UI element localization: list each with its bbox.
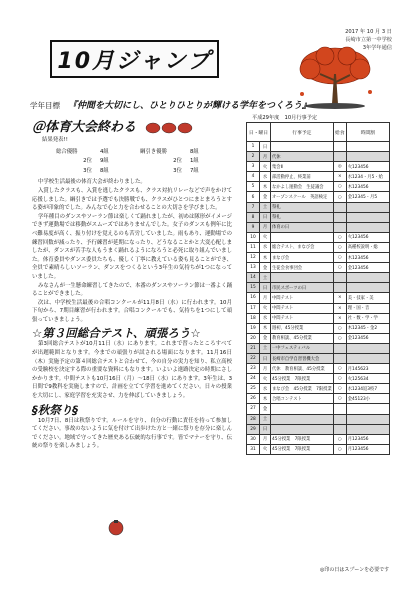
row-event: まなび会 45分授業 7限授業 [271, 384, 334, 394]
row-event: 45分授業 7限授業 [271, 444, 334, 454]
result-cell: 2位 [173, 158, 182, 165]
sports-paragraph: 学年種目のダンスやソーラン節は楽しくて踊れましたが、初めは隊形がイメージできず運動場では移動がスムーズではありませんでした。女子のダンスも例年に比べ難易度が高く、振り付けを覚えるのも苦労していました。雨もあり、運動場での練習回数が減ったり、予行練習が延期になったり、どうなることかと大変心配しましたが、ダンスが苦手な人もうまく踊れるようになろうと必死に取り組んでいました。体育委員やダンス委員たちも、優しく丁寧に教えている姿も見ることができ、全員で素晴らしいソーラン、ダンスをつくるという3年生の気持ちが1つになっていました。 [32, 213, 232, 280]
row-date: 11 [247, 242, 260, 252]
row-timetable: 金123456 [346, 263, 389, 273]
row-date: 28 [247, 414, 260, 424]
row-date: 7 [247, 202, 260, 212]
schedule-row [247, 242, 390, 252]
row-date: 29 [247, 424, 260, 434]
schedule-row [247, 333, 390, 343]
row-timetable [346, 152, 389, 162]
row-date: 27 [247, 404, 260, 414]
row-event: オープンスクール 英語検定 [271, 192, 334, 202]
schedule-row [247, 323, 390, 333]
row-lunch [333, 202, 346, 212]
row-event [271, 404, 334, 414]
sports-paragraph: 中学校生活最後の体育大会が終わりました。 [38, 179, 146, 186]
row-lunch [333, 283, 346, 293]
row-timetable: 木12345・金2 [346, 323, 389, 333]
row-lunch: × [333, 303, 346, 313]
row-event: 45分授業 7限授業 [271, 374, 334, 384]
row-event: 中間テスト [271, 313, 334, 323]
header-timetable: 時間割 [346, 123, 389, 142]
schedule-row [247, 384, 390, 394]
row-lunch [333, 343, 346, 353]
row-timetable [346, 343, 389, 353]
schedule-row [247, 152, 390, 162]
row-timetable: 高種校説明・総 [346, 242, 389, 252]
row-weekday: 火 [260, 162, 271, 172]
row-timetable: 月123456 [346, 444, 389, 454]
row-lunch: × [333, 172, 346, 182]
schedule-row [247, 404, 390, 414]
row-event: 体育の日 [271, 222, 334, 232]
row-timetable [346, 142, 389, 152]
row-event [271, 142, 334, 152]
row-timetable [346, 414, 389, 424]
row-timetable: 美・技家・美 [346, 293, 389, 303]
row-date: 30 [247, 434, 260, 444]
row-date: 5 [247, 182, 260, 192]
row-date: 22 [247, 353, 260, 363]
issue-date: 2017 年 10 月 3 日 [345, 29, 392, 35]
row-date: 31 [247, 444, 260, 454]
row-event: 市民スポーツの日 [271, 283, 334, 293]
row-lunch: ○ [333, 242, 346, 252]
schedule-row [247, 313, 390, 323]
row-lunch: ○ [333, 384, 346, 394]
schedule-row [247, 283, 390, 293]
lantern-icon [108, 520, 124, 536]
title-box [50, 40, 219, 78]
row-date: 15 [247, 283, 260, 293]
row-timetable [346, 424, 389, 434]
schedule-row [247, 222, 390, 232]
row-weekday: 水 [260, 384, 271, 394]
row-event: 長崎市自学自習習機大会 [271, 353, 334, 363]
row-lunch [333, 273, 346, 283]
row-event: まなび会 [271, 253, 334, 263]
row-timetable [346, 404, 389, 414]
row-weekday: 金 [260, 192, 271, 202]
row-event: 週初、45分授業 [271, 323, 334, 333]
row-lunch [333, 212, 346, 222]
row-date: 25 [247, 384, 260, 394]
sports-paragraph: 次は、中学校生活最後の合唱コンクールが11月8日（水）に行われます。10月下旬から、7期目練習が行われます。合唱コンクールでも、気持ちを1つにして頑張っていきましょう。 [32, 299, 232, 323]
goal-label: 学年目標 [30, 101, 60, 110]
row-lunch: ○ [333, 374, 346, 384]
row-event: 教育相談、45分授業 [271, 333, 334, 343]
grade-goal: 『仲間を大切にし、ひとりひとりが輝ける学年をつくろう』 [68, 101, 312, 111]
row-weekday: 土 [260, 343, 271, 353]
schedule-table [246, 122, 390, 455]
newsletter-name: 3年学年通信 [362, 45, 392, 51]
row-date: 1 [247, 142, 260, 152]
result-cell: 1組 [190, 158, 199, 165]
row-event: 代休 教育相談、45分授業 [271, 364, 334, 374]
row-lunch: ○ [333, 434, 346, 444]
header-day: 日・曜日 [247, 123, 271, 142]
row-date: 21 [247, 343, 260, 353]
result-cell: 8組 [100, 167, 109, 174]
row-event: 45分授業 7限授業 [271, 434, 334, 444]
row-timetable: 理・国・音 [346, 303, 389, 313]
schedule-row [247, 414, 390, 424]
schedule-row [247, 162, 390, 172]
row-weekday: 日 [260, 424, 271, 434]
test-heading: ☆第３回総合テスト、頑張ろう☆ [32, 326, 201, 341]
schedule-row [247, 343, 390, 353]
school-name: 長崎市立第一中学校 [345, 37, 392, 43]
schedule-row [247, 192, 390, 202]
row-date: 8 [247, 212, 260, 222]
row-lunch: ○ [333, 323, 346, 333]
row-timetable [346, 273, 389, 283]
row-timetable [346, 283, 389, 293]
row-timetable: 火125634 [346, 374, 389, 384]
result-cell: 3位 [83, 167, 92, 174]
schedule-row [247, 212, 390, 222]
results-label: 結果発表!! [42, 137, 68, 143]
row-timetable: 月123456 [346, 434, 389, 444]
row-lunch [333, 404, 346, 414]
sports-heading: ＠体育大会終わる [32, 120, 137, 135]
result-cell: 8組 [190, 148, 199, 155]
row-timetable: 月145623 [346, 364, 389, 374]
result-cell: 4組 [100, 148, 109, 155]
schedule-row [247, 263, 390, 273]
row-lunch: ○ [333, 263, 346, 273]
row-weekday: 金 [260, 333, 271, 343]
autumn-heading: §秋祭り§ [32, 402, 78, 417]
schedule-row [247, 172, 390, 182]
result-cell: 3位 [173, 167, 182, 174]
page-title: 10月ジャンプ [57, 48, 212, 74]
row-date: 20 [247, 333, 260, 343]
row-timetable: 木123456 [346, 253, 389, 263]
row-event: 代休 [271, 152, 334, 162]
schedule-row [247, 253, 390, 263]
schedule-note: ◎印の日はスプーンを必要です [320, 567, 390, 573]
schedule-row [247, 394, 390, 404]
row-weekday: 水 [260, 172, 271, 182]
schedule-row [247, 182, 390, 192]
result-cell: 綱引き優勝 [140, 148, 167, 155]
row-weekday: 日 [260, 142, 271, 152]
row-date: 2 [247, 152, 260, 162]
row-weekday: 日 [260, 212, 271, 222]
result-cell: 9組 [100, 158, 109, 165]
row-weekday: 土 [260, 414, 271, 424]
row-weekday: 火 [260, 374, 271, 384]
row-lunch: ○ [333, 394, 346, 404]
row-weekday: 金 [260, 404, 271, 414]
row-date: 23 [247, 364, 260, 374]
schedule-row [247, 374, 390, 384]
row-weekday: 月 [260, 222, 271, 232]
row-event: 祭礼 [271, 202, 334, 212]
result-cell: 2位 [83, 158, 92, 165]
row-event: 部活動停止、終業前 [271, 172, 334, 182]
row-timetable: 金12345・月5 [346, 192, 389, 202]
row-lunch [333, 142, 346, 152]
row-lunch [333, 222, 346, 232]
row-event [271, 273, 334, 283]
row-timetable: 金45123小 [346, 394, 389, 404]
row-date: 6 [247, 192, 260, 202]
row-weekday: 月 [260, 293, 271, 303]
row-date: 14 [247, 273, 260, 283]
row-weekday: 水 [260, 313, 271, 323]
row-weekday: 土 [260, 273, 271, 283]
row-date: 19 [247, 323, 260, 333]
row-lunch [333, 152, 346, 162]
schedule-row [247, 273, 390, 283]
row-event [271, 424, 334, 434]
row-timetable: 木123456 [346, 182, 389, 192]
row-weekday: 木 [260, 394, 271, 404]
row-weekday: 木 [260, 182, 271, 192]
row-lunch [333, 424, 346, 434]
schedule-row [247, 444, 390, 454]
schedule-row [247, 142, 390, 152]
schedule-row [247, 202, 390, 212]
row-timetable: 火123456 [346, 232, 389, 242]
schedule-row [247, 353, 390, 363]
row-date: 17 [247, 303, 260, 313]
row-event: 一中フェスティバル [271, 343, 334, 353]
row-weekday: 日 [260, 283, 271, 293]
schedule-title: 平成29年度 10月行事予定 [252, 115, 318, 121]
schedule-row [247, 303, 390, 313]
row-timetable: 水1234・月5・給 [346, 172, 389, 182]
row-date: 18 [247, 313, 260, 323]
row-lunch: × [333, 293, 346, 303]
result-cell: 総合優勝 [56, 148, 78, 155]
row-event: 中間テスト [271, 293, 334, 303]
row-lunch [333, 414, 346, 424]
autumn-paragraph: 10月7日、8日は秋祭りです。ルールを守り、自分の行動に責任を持って参加してください。事故のないように気を付けて出歩けた方と一緒に祭りを存分に楽しんでください。地域で守ってきた歴史ある伝統的な行事です。皆でマナーを守り、伝統の祭りを楽しみましょう。 [32, 417, 232, 450]
row-weekday: 日 [260, 353, 271, 363]
row-lunch: ○ [333, 333, 346, 343]
row-weekday: 月 [260, 434, 271, 444]
row-lunch [333, 353, 346, 363]
row-date: 4 [247, 172, 260, 182]
row-lunch: ○ [333, 182, 346, 192]
row-weekday: 土 [260, 202, 271, 212]
row-lunch: × [333, 313, 346, 323]
row-event: 集会Ⅱ [271, 162, 334, 172]
row-timetable: 金123456 [346, 333, 389, 343]
row-timetable [346, 353, 389, 363]
left-column [32, 120, 232, 451]
row-date: 16 [247, 293, 260, 303]
row-weekday: 木 [260, 253, 271, 263]
row-date: 9 [247, 222, 260, 232]
row-event: なかよし運動会 生徒議会 [271, 182, 334, 192]
row-date: 26 [247, 394, 260, 404]
schedule-row [247, 434, 390, 444]
schedule-row [247, 232, 390, 242]
row-date: 24 [247, 374, 260, 384]
row-event: 祭礼 [271, 212, 334, 222]
row-timetable [346, 202, 389, 212]
test-paragraph: 第3回総合テストが10月11日（水）にあります。これまで習ったところすべてが出題範囲となります。今までの頑張りが試される場面になります。11月16日（木）実施予定の第４回総合テストと合わせて、今の自分の実力を知り、私立高校の受験校を決定する際の重要な資料にもなります。いよいよ進路決定の時期にさしかかります。中間テストも10月16日（月）～18日（水）にあります。3年生は、3日間で9教科を実施しますので、計画を立てて学習を進めてください。日々の授業を大切にし、家庭学習を充実させ、力を伸ばしていきましょう。 [32, 341, 232, 400]
row-timetable: 火123456 [346, 162, 389, 172]
row-date: 10 [247, 232, 260, 242]
row-event [271, 232, 334, 242]
sports-paragraph: みなさんが一生懸命練習してきたので、本番のダンスやソーラン節は一番よく踊ることができました。 [32, 282, 232, 298]
row-timetable: 水1234返3校7 [346, 384, 389, 394]
row-event: 中間テスト [271, 303, 334, 313]
row-weekday: 火 [260, 232, 271, 242]
header-event: 行事予定 [271, 123, 334, 142]
row-date: 13 [247, 263, 260, 273]
row-lunch: ○ [333, 192, 346, 202]
row-date: 3 [247, 162, 260, 172]
row-lunch: ○ [333, 232, 346, 242]
row-lunch: ○ [333, 364, 346, 374]
row-lunch: ○ [333, 444, 346, 454]
row-weekday: 金 [260, 263, 271, 273]
row-event: 総合テスト、まなび会 [271, 242, 334, 252]
row-lunch: ○ [333, 253, 346, 263]
row-event: 合唱コンテスト [271, 394, 334, 404]
row-weekday: 火 [260, 444, 271, 454]
row-weekday: 月 [260, 364, 271, 374]
result-cell: 7組 [190, 167, 199, 174]
row-event [271, 414, 334, 424]
sports-paragraph: 入賞したクラスも、入賞を逃したクラスも、クラス対抗リレーなどで声をかけて応援しました。綱引きでは予選でも決勝戦でも、クラスがひとつにまとまろうとする姿が印象的でした。みんなで心と力を合わせることの大切さを学びました。 [32, 187, 232, 212]
row-lunch: ◎ [333, 162, 346, 172]
schedule-row [247, 424, 390, 434]
row-weekday: 木 [260, 323, 271, 333]
row-date: 12 [247, 253, 260, 263]
schedule-row [247, 293, 390, 303]
row-timetable [346, 222, 389, 232]
results-grid [56, 148, 232, 176]
row-timetable [346, 212, 389, 222]
row-timetable: 社・数・学・学 [346, 313, 389, 323]
row-weekday: 水 [260, 242, 271, 252]
schedule-header-row [247, 123, 390, 142]
row-weekday: 月 [260, 152, 271, 162]
row-event: 生徒会食事団会 [271, 263, 334, 273]
header-lunch: 給食 [333, 123, 346, 142]
schedule-row [247, 364, 390, 374]
row-weekday: 火 [260, 303, 271, 313]
